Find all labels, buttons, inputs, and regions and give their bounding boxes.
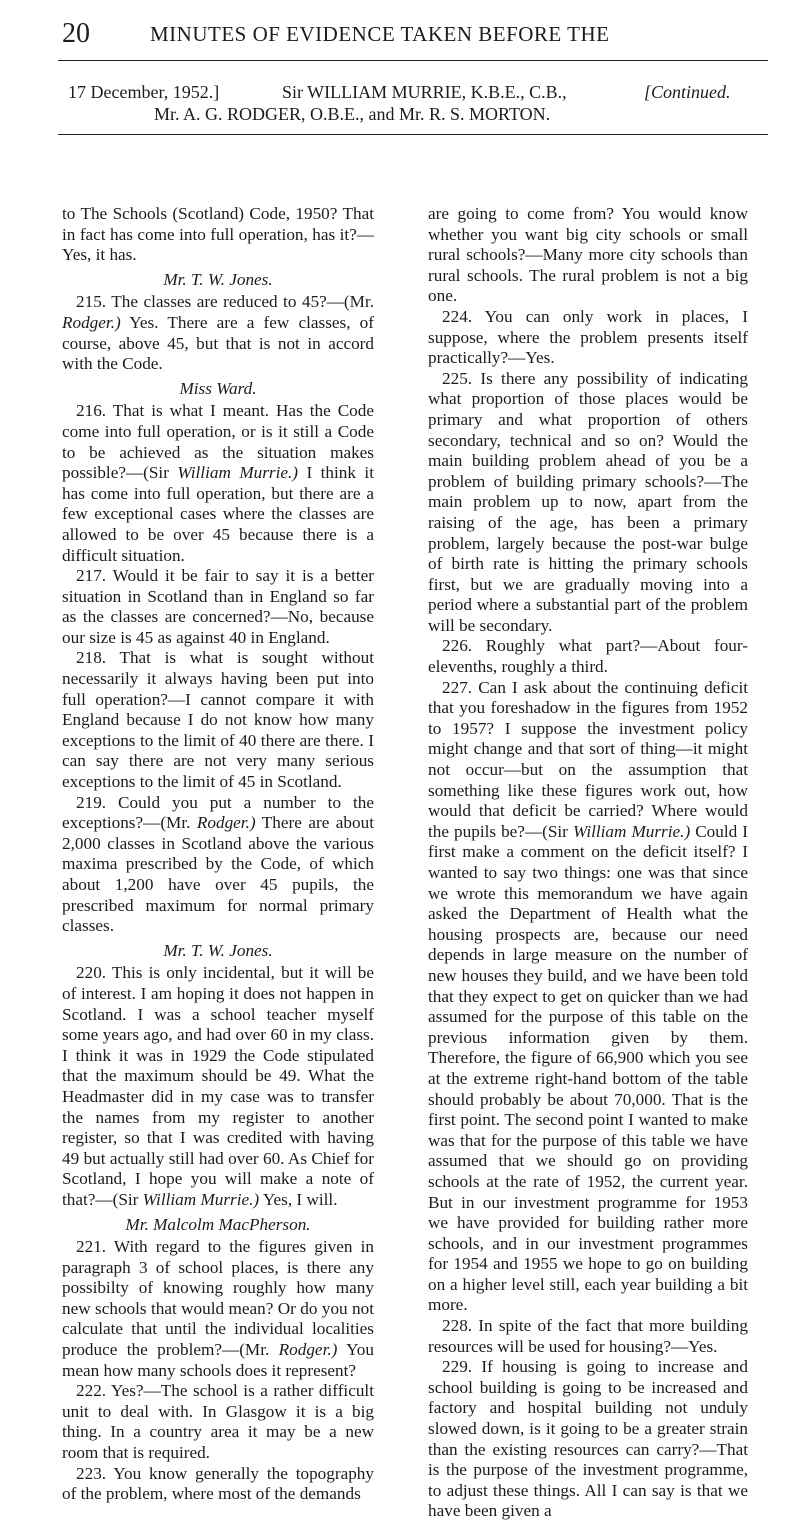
left-column: [62, 204, 374, 1505]
paragraph-220: 220. This is only incidental, but it will be of interest. I am hoping it does not happen in Scotland. I was a school teacher myself some years ago, and had over 60 in my class. I think it was in 1929 the Code stipulated that the maximum should be 49. What the Headmaster did in my case was to transfer the names from my register to another register, so that I was credited with having 49 but actually still had over 60. As Chief for Scotland, I hope you will make a note of that?—(Sir William Murrie.) Yes, I will.: [62, 963, 374, 1209]
continued-label: [Continued.: [644, 82, 731, 102]
paragraph-215: 215. The classes are reduced to 45?—(Mr. Rodger.) Yes. There are a few classes, of course, above 45, but that is not in accord with the Code.: [62, 292, 374, 374]
speaker-heading: Mr. T. W. Jones.: [163, 940, 273, 960]
page-number: 20: [62, 18, 90, 49]
witnesses-line-2: Mr. A. G. RODGER, O.B.E., and Mr. R. S. MORTON.: [154, 104, 551, 124]
paragraph-217: 217. Would it be fair to say it is a better situation in Scotland than in England so far as the classes are concerned?—No, because our size is 45 as against 40 in England.: [62, 566, 374, 647]
paragraph-222: 222. Yes?—The school is a rather difficult unit to deal with. In Glasgow it is a big thing. In a country area it may be a new room that is required.: [62, 1381, 374, 1463]
witnesses-line-1: Sir WILLIAM MURRIE, K.B.E., C.B.,: [282, 82, 567, 102]
running-title: MINUTES OF EVIDENCE TAKEN BEFORE THE: [150, 22, 610, 46]
paragraph-219: 219. Could you put a number to the exceptions?—(Mr. Rodger.) There are about 2,000 classes in Scotland above the various maxima prescribed by the Code, of which about 1,200 have over 45 pupils, the prescribed maximum for normal primary classes.: [62, 792, 374, 936]
speaker-heading: Mr. T. W. Jones.: [163, 269, 273, 289]
hearing-date: 17 December, 1952.]: [68, 82, 220, 102]
speaker-heading: Mr. Malcolm MacPherson.: [125, 1214, 311, 1234]
speaker-heading: Miss Ward.: [179, 378, 257, 398]
paragraph-223: 223. You know generally the topography of the problem, where most of the demands: [62, 1463, 374, 1504]
header-rule: [58, 60, 768, 61]
paragraph-221: 221. With regard to the figures given in paragraph 3 of school places, is there any possibilty of knowing roughly how many new schools that would mean? Or do you not calculate that until the individual localities produce the problem?—(Mr. Rodger.) You mean how many schools does it represent?: [62, 1237, 374, 1380]
right-column: [428, 204, 748, 1522]
subheader-rule: [58, 134, 768, 135]
paragraph-216: 216. That is what I meant. Has the Code come into full operation, or is it still a Code to be achieved as the situation makes possible?—(Sir William Murrie.) I think it has come into full operation, but there are a few exceptional cases where the classes are allowed to be over 45 because there is a difficult situation.: [62, 401, 374, 565]
paragraph-227: 227. Can I ask about the continuing deficit that you foreshadow in the figures from 1952 to 1957? I suppose the investment policy might change and that sort of thing—it might not occur—but on the assumption that something like these figures work out, how would that deficit be carried? Where would the pupils be?—(Sir William Murrie.) Could I first make a comment on the deficit itself? I wanted to say two things: one was that since we wrote this memorandum we have again asked the Department of Health what the housing prospects are, because our need depends in large measure on the number of new houses they build, and we have been told that they expect to get on quicker than we had assumed for the purpose of this table on the previous information given by them. Therefore, the figure of 66,900 which you see at the extreme right-hand bottom of the table should probably be about 70,000. That is the first point. The second point I wanted to make was that for the purpose of this table we have assumed that we should go on providing schools at the rate of 1952, the current year. But in our investment programme for 1953 we have provided for building rather more schools, and in our investment programmes for 1954 and 1955 we hope to go on building on a higher level still, each year building a bit more.: [428, 677, 748, 1315]
paragraph-226: 226. Roughly what part?—About four-elevenths, roughly a third.: [428, 636, 748, 677]
paragraph-218: 218. That is what is sought without necessarily it always having been put into full operation?—I cannot compare it with England because I do not know how many exceptions to the limit of 40 there are there. I can say there are not very many serious exceptions to the limit of 45 in Scotland.: [62, 648, 374, 792]
paragraph-228: 228. In spite of the fact that more building resources will be used for housing?—Yes.: [428, 1316, 748, 1356]
paragraph-continuation: are going to come from? You would know whether you want big city schools or small rural schools?—Many more city schools than rural schools. The rural problem is not a big one.: [428, 204, 748, 306]
paragraph-225: 225. Is there any possibility of indicating what proportion of those places would be primary and what proportion of others secondary, technical and so on? Would the main building problem ahead of you be a problem of building primary schools?—The main problem up to now, apart from the raising of the age, has been a primary problem, largely because the post-war bulge of birth rate is hitting the primary schools first, but we are gradually moving into a period where a substantial part of the problem will be secondary.: [428, 368, 748, 635]
paragraph-224: 224. You can only work in places, I suppose, where the problem presents itself practically?—Yes.: [428, 306, 748, 368]
paragraph-229: 229. If housing is going to increase and school building is going to be increased and factory and hospital building not unduly slowed down, is it going to be a greater strain than the existing resources can carry?—That is the purpose of the investment programme, to adjust these things. All I can say is that we have been given a: [428, 1357, 748, 1521]
paragraph-continuation: to The Schools (Scotland) Code, 1950? That in fact has come into full operation, has it?—Yes, it has.: [62, 204, 374, 265]
